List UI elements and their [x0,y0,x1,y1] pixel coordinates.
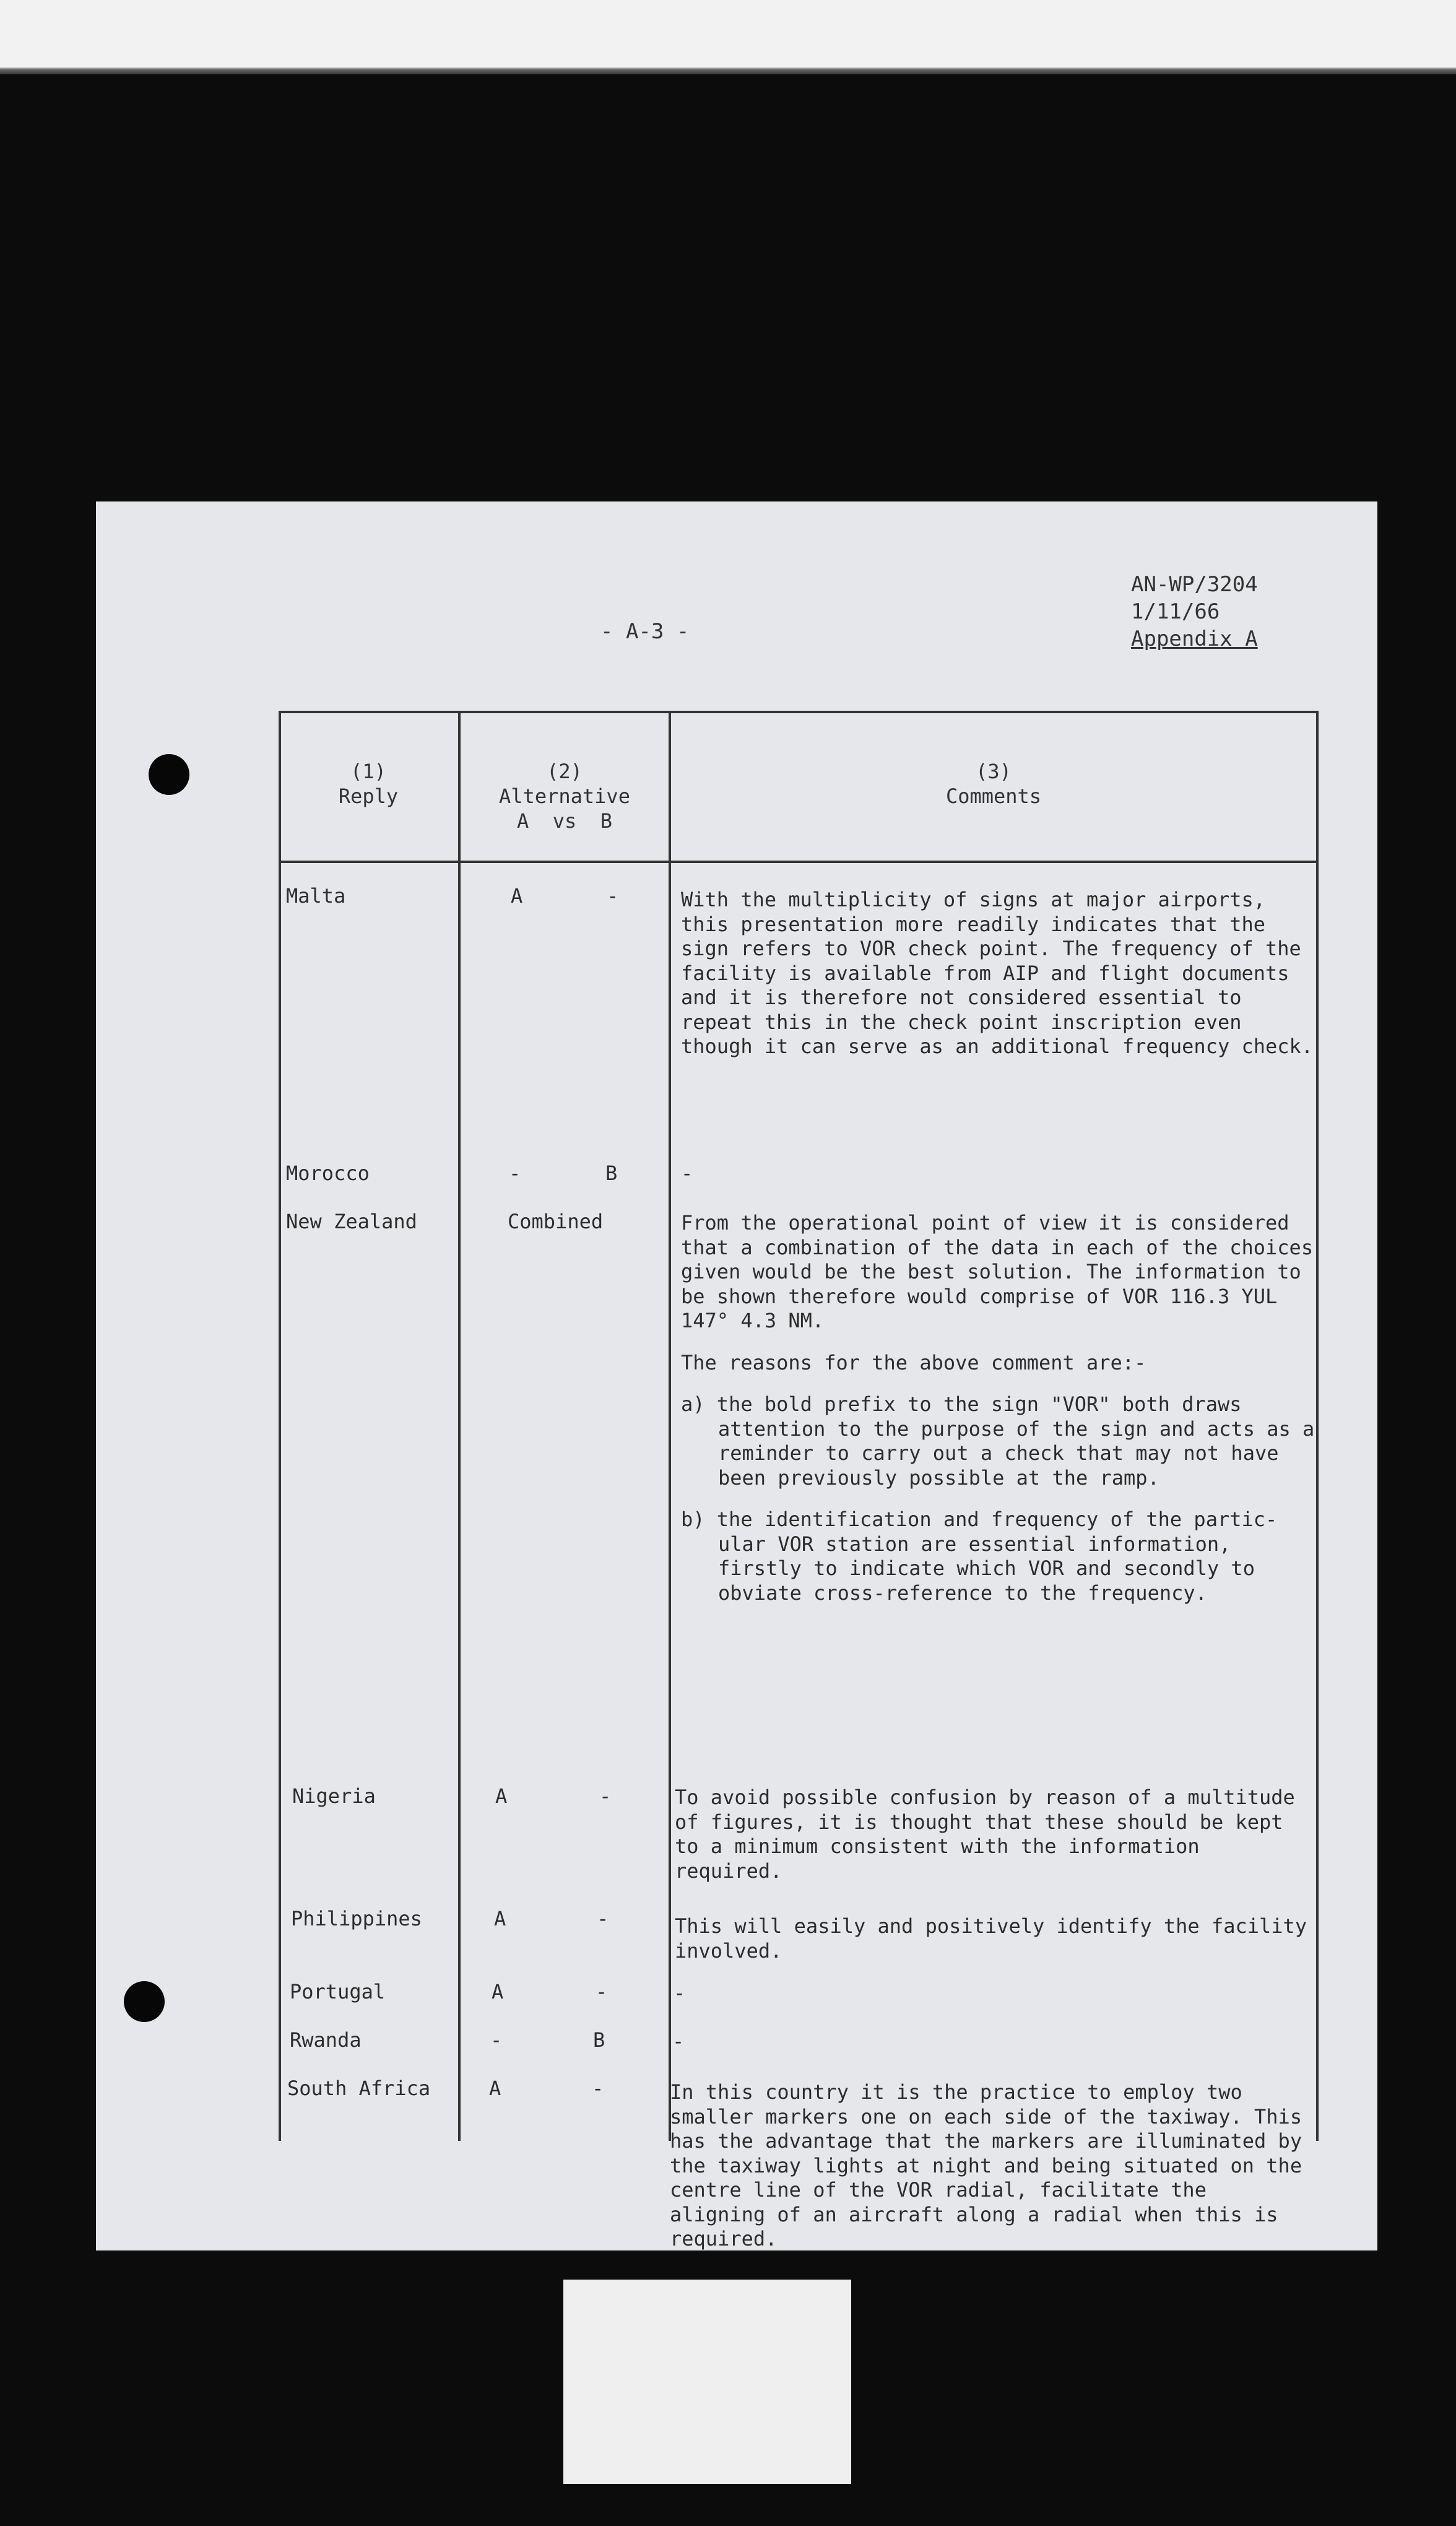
document-page [96,501,1377,2250]
choice-a: A [489,2077,501,2100]
table-header-border [279,861,1319,863]
comment-text: In this country it is the practice to employ two smaller markers one on each side of the taxiway. This has the advantage that the markers are illuminated by the taxiway lights at night and being situated on the centre line of the VOR radial, facilitate the aligning of an aircraft along a radial when this is required. [670,2080,1302,2250]
choice-b: - [597,1907,609,1930]
reply-country: Malta [286,884,346,908]
choice-combined: Combined [508,1210,604,1233]
column-header-alternative: (2) Alternative A vs B [499,760,630,833]
column-header-comments: (3) Comments [945,760,1042,808]
choice-a: A [492,1980,504,2003]
reply-country: New Zealand [286,1210,417,1233]
choice-a: A [511,884,523,908]
comment-text: - [681,1161,693,1185]
comment-text: - [674,1981,686,2005]
film-top-edge [0,0,1456,74]
choice-a: - [490,2028,503,2052]
reply-country: Portugal [290,1980,386,2003]
column-divider-1 [458,711,461,2141]
reply-country: Nigeria [292,1784,376,1808]
comment-text: From the operational point of view it is considered that a combination of the data in each of the choices given would be the best solution. The information to be shown therefore would comprise of VOR 116.3 YUL 147° 4.3 NM. The reasons for the above comment are:- a) the bold prefix to the sign "VOR" both draws attention to the purpose of the sign and acts as a reminder to carry out a check that may not have been previously possible at the ramp. b) the identification and frequency of the partic-ular VOR station are essential information, firstly to indicate which VOR and secondly to obviate cross-reference to the frequency. [681,1211,1315,1605]
punch-hole-bottom [124,1981,165,2022]
choice-b: B [593,2028,605,2052]
ref-date: 1/11/66 [1131,599,1220,624]
column-divider-2 [669,711,671,2141]
replies-table [279,711,1319,2250]
table-left-border [279,711,281,2141]
choice-b: - [592,2077,604,2100]
film-label-slip [563,2280,851,2484]
choice-a: - [509,1161,521,1185]
document-reference [1131,571,1258,653]
comment-text: With the multiplicity of signs at major airports, this presentation more readily indicates that the sign refers to VOR check point. The frequency of the facility is available from AIP and flight documents and it is therefore not considered essential to repeat this in the check point inscription even though it can serve as an additional frequency check. [681,888,1314,1058]
page-number: - A-3 - [600,619,690,644]
column-header-reply: (1) Reply [338,760,399,808]
choice-b: - [596,1980,608,2003]
choice-a: A [494,1907,506,1930]
reply-country: South Africa [287,2077,431,2100]
reply-country: Rwanda [290,2028,362,2052]
comment-text: - [672,2029,685,2053]
choice-a: A [495,1784,508,1808]
choice-b: - [607,884,619,908]
comment-text: To avoid possible confusion by reason of a multitude of figures, it is thought that these should be kept to a minimum consistent with the information required. [675,1786,1295,1883]
appendix-label: Appendix A [1131,627,1258,651]
reply-country: Morocco [286,1161,370,1185]
reply-country: Philippines [291,1907,422,1930]
choice-b: - [599,1784,612,1808]
choice-b: B [605,1161,618,1185]
punch-hole-top [149,754,189,795]
ref-number: AN-WP/3204 [1131,572,1258,597]
table-top-border [279,711,1319,713]
comment-text: This will easily and positively identify the facility involved. [675,1914,1307,1963]
